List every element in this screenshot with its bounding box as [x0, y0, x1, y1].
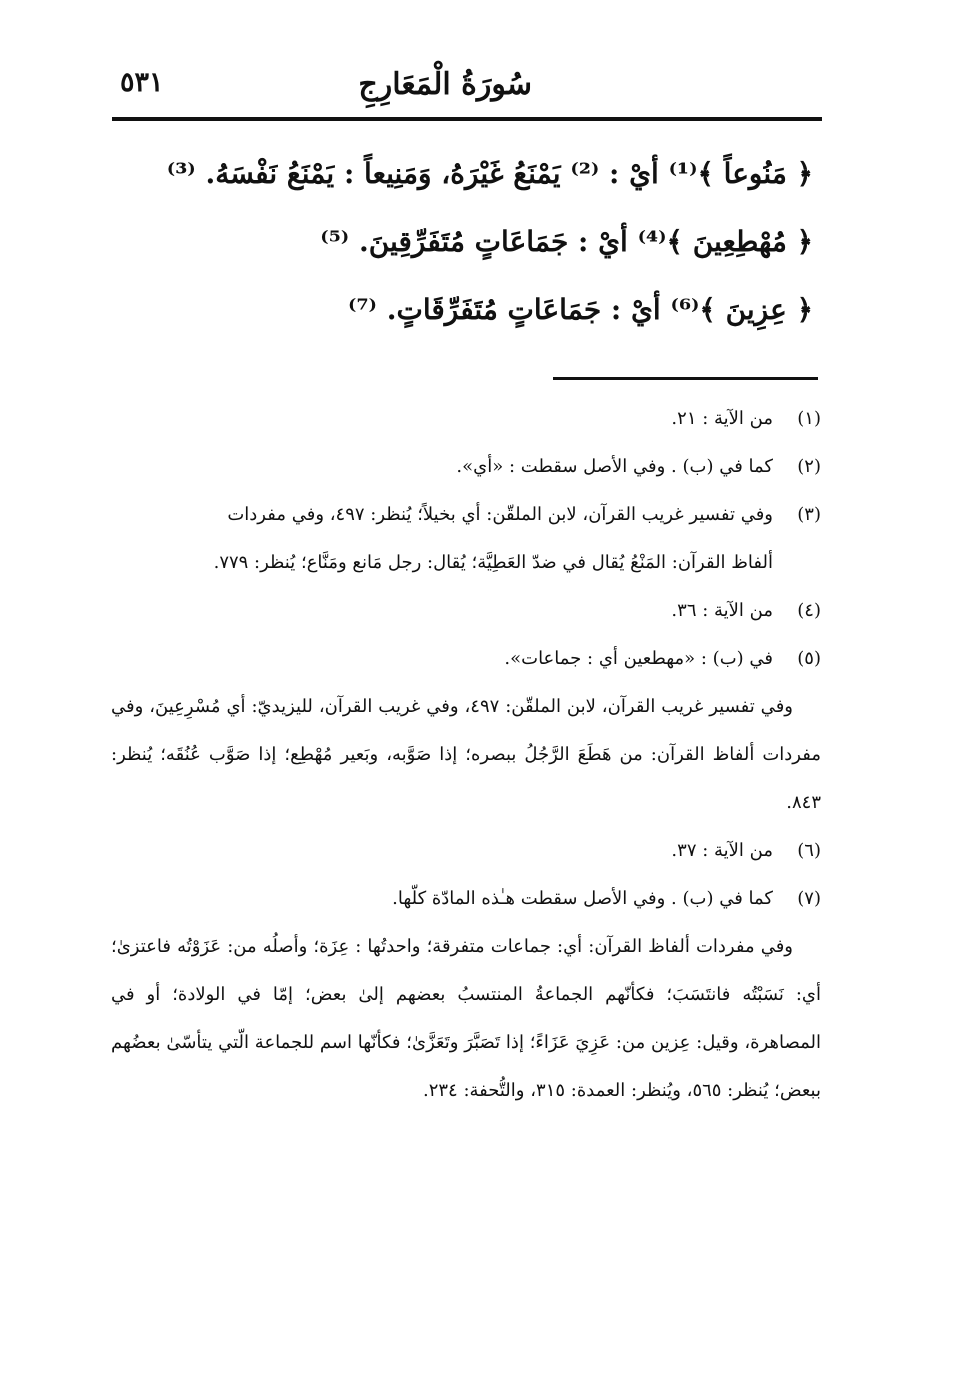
- footnote-7-paragraph: وفي مفردات ألفاظ القرآن: أي: جماعات متفرقة؛ واحدتُها : عِزَة؛ وأصلُه من: عَزَوْتُه فاعتزىٰ؛ أي: نَسَبْتُه فانتَسَبَ؛ فكأنّهم الجماعةُ المنتسبُ بعضهم إلىٰ بعض؛ إمّا في الولادة؛ أو في المصاهرة، وقيل: عِزين من: عَزِيَ عَزَاءً؛ إذا تَصَبَّرَ وتَعَزَّىٰ؛ فكأنّها اسم للجماعة الّتي يتأسّىٰ بعضُهم ببعض؛ يُنظر: ٥٦٥، ويُنظر: العمدة: ٣١٥، والتُّحفة: ٢٣٤.: [111, 936, 821, 1101]
- footnote-text: من الآية : ٣٦.: [671, 600, 773, 621]
- page-header: [112, 55, 822, 115]
- footnote-number: (٧): [797, 888, 821, 909]
- footnote-3: [111, 491, 821, 539]
- footnotes: [111, 395, 821, 1115]
- footnote-number: (٦): [797, 840, 821, 861]
- footnote-1: [111, 395, 821, 443]
- footnote-number: (١): [797, 408, 821, 429]
- footnote-6: [111, 827, 821, 875]
- verse-line: ﴿ مُهْطِعِينَ ﴾⁽⁴⁾ أيْ : جَمَاعَاتٍ مُتَفَرِّقِينَ. ⁽⁵⁾: [320, 225, 813, 258]
- verse-line: ﴿ عِزِينَ ﴾⁽⁶⁾ أيْ : جَمَاعَاتٍ مُتَفَرِّقَاتٍ. ⁽⁷⁾: [348, 293, 813, 326]
- footnote-text: من الآية : ٣٧.: [671, 840, 773, 861]
- footnote-number: (٣): [797, 504, 821, 525]
- page-number: ٥٣١: [120, 67, 164, 98]
- footnote-text: كما في (ب) . وفي الأصل سقطت هـٰذه المادّة كلّها.: [392, 888, 773, 909]
- footnote-number: (٢): [797, 456, 821, 477]
- footnote-separator: [553, 377, 818, 380]
- footnote-text: كما في (ب) . وفي الأصل سقطت : «أي».: [456, 456, 773, 477]
- verse-block: [166, 140, 813, 344]
- verse-line: ﴿ مَنُوعاً ﴾⁽¹⁾ أيْ : ⁽²⁾ يَمْنَعُ غَيْرَهُ، وَمَنِيعاً : يَمْنَعُ نَفْسَهُ. ⁽³⁾: [166, 157, 813, 190]
- footnote-2: [111, 443, 821, 491]
- footnote-text: في (ب) : «مهطعين أي : جماعات».: [504, 648, 773, 669]
- footnote-5-paragraph: وفي تفسير غريب القرآن، لابن الملقّن: ٤٩٧، وفي غريب القرآن، لليزيديّ: أي مُسْرِعِينَ، وفي مفردات ألفاظ القرآن: من هَطَعَ الرَّجُلُ ببصره؛ إذا صَوَّبه، وبَعير مُهْطِع؛ إذا صَوَّب عُنُقَه؛ يُنظر: ٨٤٣.: [111, 696, 821, 813]
- footnote-text: وفي تفسير غريب القرآن، لابن الملقّن: أي بخيلاً؛ يُنظر: ٤٩٧، وفي مفردات: [227, 504, 773, 525]
- footnote-3-continuation: ألفاظ القرآن: المَنْعُ يُقال في ضدّ العَطِيَّة؛ يُقال: رجل مَانع ومَنَّاع؛ يُنظر: ٧٧٩.: [213, 552, 773, 573]
- surah-title: سُورَةُ الْمَعَارِجِ: [358, 67, 532, 102]
- footnote-7: [111, 875, 821, 923]
- footnote-5: [111, 635, 821, 683]
- footnote-number: (٥): [797, 648, 821, 669]
- footnote-text: من الآية : ٢١.: [671, 408, 773, 429]
- header-rule: [112, 117, 822, 121]
- footnote-number: (٤): [797, 600, 821, 621]
- footnote-4: [111, 587, 821, 635]
